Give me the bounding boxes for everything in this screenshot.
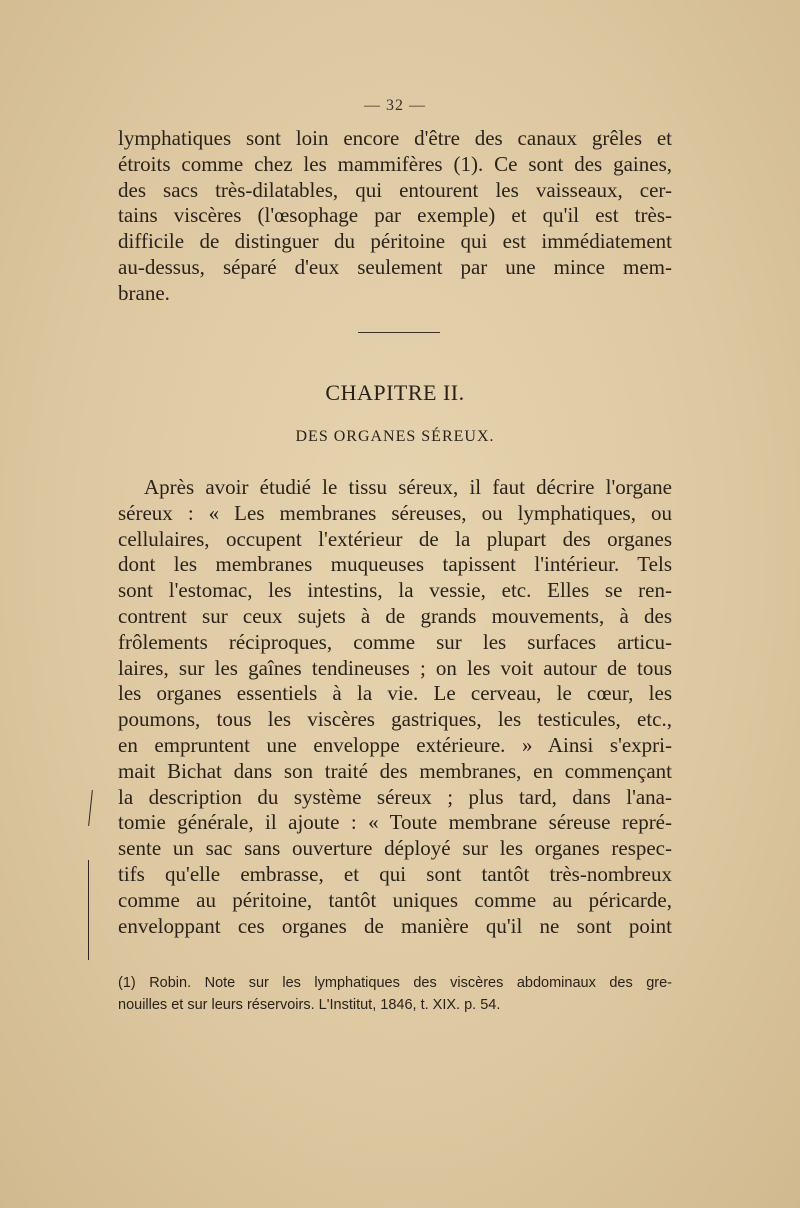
footnote [118, 972, 672, 1016]
text-line: laires, sur les gaînes tendineuses ; on les voit autour de tous [118, 655, 672, 680]
text-line: lymphatiques sont loin encore d'être des canaux grêles et [118, 126, 672, 150]
text-line: sente un sac sans ouverture déployé sur les organes respec- [118, 836, 672, 861]
text-line: des sacs très-dilatables, qui entourent les vaisseaux, cer- [118, 177, 672, 202]
text-line: brane. [118, 280, 170, 305]
chapter-title: CHAPITRE II. [325, 380, 465, 405]
text-line: cellulaires, occupent l'extérieur de la plupart des organes [118, 526, 672, 551]
page-number: — 32 — [364, 97, 426, 114]
text-line: Après avoir étudié le tissu séreux, il faut décrire l'organe [144, 475, 672, 499]
text-line: au-dessus, séparé d'eux seulement par une mince mem- [118, 254, 672, 279]
paragraph-continuation [118, 126, 672, 307]
text-line: poumons, tous les viscères gastriques, les testicules, etc., [118, 707, 672, 732]
text-line: comme au péritoine, tantôt uniques comme au péricarde, [118, 887, 672, 912]
text-line: les organes essentiels à la vie. Le cerveau, le cœur, les [118, 681, 672, 706]
text-line: frôlements réciproques, comme sur les surfaces articu- [118, 629, 672, 654]
text-line: tomie générale, il ajoute : « Toute membrane séreuse repré- [118, 810, 672, 835]
text-line: en empruntent une enveloppe extérieure. » Ainsi s'expri- [118, 732, 672, 757]
paragraph [118, 126, 672, 307]
text-line: sont l'estomac, les intestins, la vessie, etc. Elles se ren- [118, 578, 672, 603]
section-title: DES ORGANES SÉREUX. [295, 428, 495, 445]
text-line: contrent sur ceux sujets à de grands mouvements, à des [118, 603, 672, 628]
footnote-line: nouilles et sur leurs réservoirs. L'Institut, 1846, t. XIX. p. 54. [118, 997, 501, 1013]
text-line: tains viscères (l'œsophage par exemple) et qu'il est très- [118, 203, 672, 228]
section-divider [358, 332, 440, 333]
footnote-line: (1) Robin. Note sur les lymphatiques des viscères abdominaux des gre- [118, 975, 672, 991]
text-line: étroits comme chez les mammifères (1). Ce sont des gaines, [118, 151, 672, 176]
text-line: la description du système séreux ; plus tard, dans l'ana- [118, 784, 672, 809]
text-line: enveloppant ces organes de manière qu'il ne sont point [118, 913, 672, 938]
margin-pencil-mark [88, 860, 89, 960]
text-line: mait Bichat dans son traité des membranes, en commençant [118, 758, 672, 783]
paragraph [118, 475, 672, 939]
paragraph-body [118, 475, 672, 939]
text-line: difficile de distinguer du péritoine qui est immédiatement [118, 229, 672, 254]
margin-pencil-mark [88, 790, 93, 826]
text-line: tifs qu'elle embrasse, et qui sont tantôt très-nombreux [118, 861, 672, 886]
text-line: dont les membranes muqueuses tapissent l'intérieur. Tels [118, 552, 672, 577]
text-line: séreux : « Les membranes séreuses, ou lymphatiques, ou [118, 500, 672, 525]
